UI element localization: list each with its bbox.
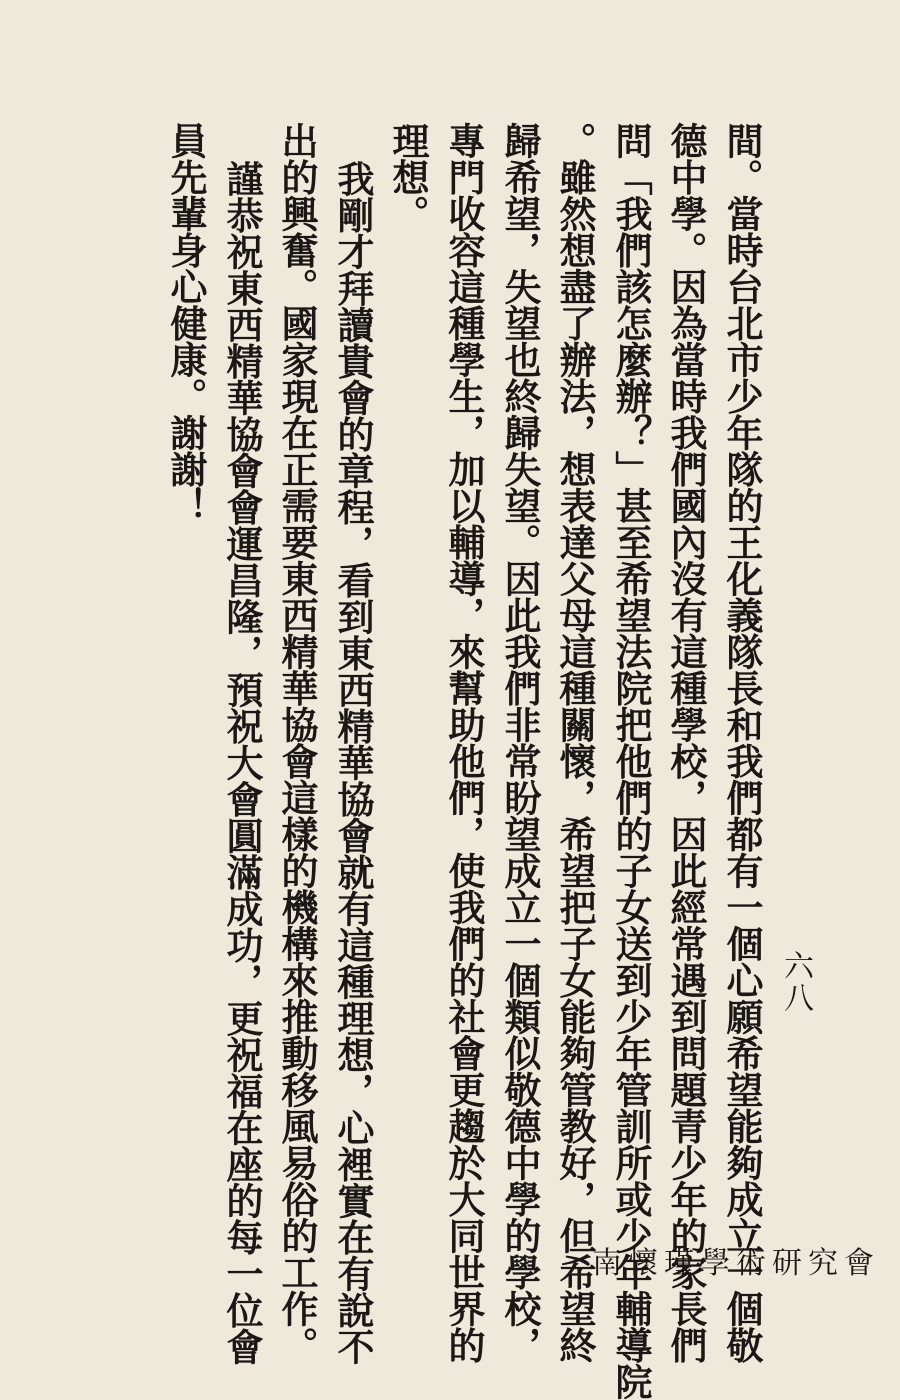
text-column-1: 間。當時台北市少年隊的王化義隊長和我們都有一個心願希望能夠成立一個敬 bbox=[720, 122, 764, 1363]
text-column-8: 我剛才拜讀貴會的章程，看到東西精華協會就有這種理想，心裡實在有說不 bbox=[331, 160, 375, 1365]
text-column-7: 理想。 bbox=[386, 122, 430, 232]
text-column-2: 德中學。因為當時我們國內沒有這種學校，因此經常遇到問題青少年的家長們 bbox=[664, 122, 708, 1363]
text-column-4: 。雖然想盡了辦法，想表達父母這種關懷，希望把子女能夠管教好，但希望終 bbox=[553, 122, 597, 1363]
text-column-5: 歸希望，失望也終歸失望。因此我們非常盼望成立一個類似敬德中學的學校， bbox=[498, 122, 542, 1363]
text-column-3: 問「我們該怎麼辦？」甚至希望法院把他們的子女送到少年管訓所或少年輔導院 bbox=[609, 122, 653, 1400]
page-number: 六八 bbox=[778, 950, 813, 1014]
footer-watermark: 南懷瑾學術研究會 bbox=[592, 1246, 880, 1281]
text-column-6: 專門收容這種學生，加以輔導，來幫助他們，使我們的社會更趨於大同世界的 bbox=[442, 122, 486, 1363]
text-column-11: 員先輩身心健康。謝謝！ bbox=[164, 122, 208, 524]
text-column-10: 謹恭祝東西精華協會會運昌隆，預祝大會圓滿成功，更祝福在座的每一位會 bbox=[220, 160, 264, 1365]
text-column-9: 出的興奮。國家現在正需要東西精華協會這樣的機構來推動移風易俗的工作。 bbox=[275, 122, 319, 1363]
